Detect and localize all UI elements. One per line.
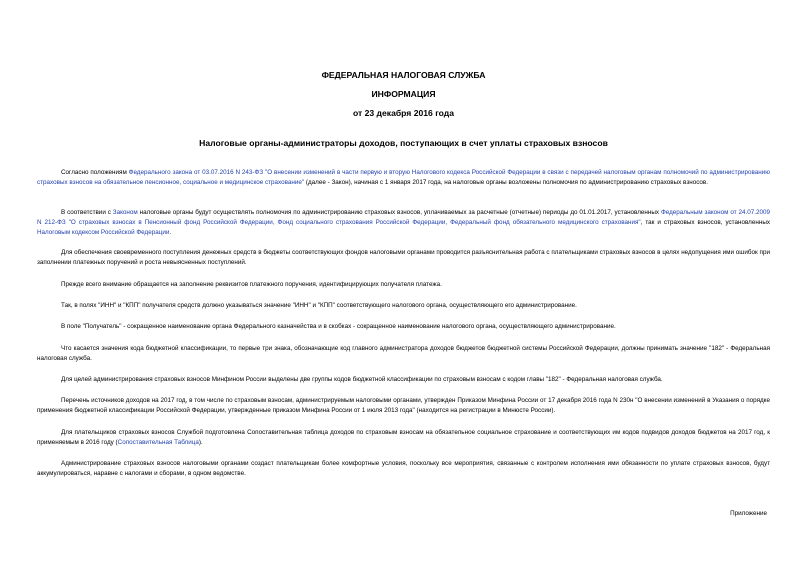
document-title: Налоговые органы-администраторы доходов, поступающих в счет уплаты страховых взносов (199, 138, 608, 148)
paragraph-7: Что касается значения кода бюджетной классификации, то первые три знака, обозначающие код главного администратора доходов бюджетов бюджетной системы Российской Федерации, должны принимать значение "182" - Федеральная налоговая служба. (37, 345, 770, 362)
link-federal-law-212[interactable]: Федеральным законом от 24.07.2009 N 212-ФЗ "О страховых взносах в Пенсионный фонд Российской Федерации, Фонд социального страхования Российской Федерации, Федеральный фонд обязательного медицинского страхования" (37, 209, 770, 226)
paragraph-11: Администрирование страховых взносов налоговыми органами создаст плательщикам более комфортные условия, поскольку все мероприятия, связанные с контролем исполнения ими обязанности по уплате страховых взносов, будут аккумулироваться, наравне с налогами и сборами, в одном ведомстве. (37, 460, 770, 477)
paragraph-4: Прежде всего внимание обращается на заполнение реквизитов платежного поручения, идентифицирующих получателя платежа. (61, 281, 442, 288)
p2-text-mid2: , так и страховых взносов, установленных (640, 219, 770, 226)
paragraph-2 (37, 208, 770, 238)
p10-text-after: ). (198, 439, 203, 446)
p1-text-before: Согласно положениям (61, 169, 129, 176)
paragraph-10 (37, 428, 770, 448)
paragraph-5: Так, в полях "ИНН" и "КПП" получателя средств должно указываться значение "ИНН" и "КПП" соответствующего налогового органа, осуществляющего его администрирование. (61, 302, 577, 309)
paragraph-8: Для целей администрирования страховых взносов Минфином России выделены две группы кодов бюджетной классификации по страховым взносам с кодом главы "182" - Федеральная налоговая служба. (61, 376, 663, 383)
p2-text-before: В соответствии с (61, 209, 113, 216)
paragraph-3: Для обеспечения своевременного поступления денежных средств в бюджеты соответствующих фондов налоговыми органами проводится разъяснительная работа с плательщиками страховых взносов в целях недопущения ими ошибок при заполнении платежных поручений и роста невыясненных поступлений. (37, 249, 770, 266)
paragraph-9: Перечень источников доходов на 2017 год, в том числе по страховым взносам, администрируемым налоговыми органами, утвержден Приказом Минфина России от 17 декабря 2016 года N 230н "О внесении изменений в Указания о порядке применения бюджетной классификации Российской Федерации, утвержденные приказом Минфина России от 1 июля 2013 года" (находится на регистрации в Минюсте России). (37, 397, 770, 414)
link-federal-law-243[interactable]: Федерального закона от 03.07.2016 N 243-ФЗ "О внесении изменений в части первую и вторую Налогового кодекса Российской Федерации в связи с передачей налоговым органам полномочий по администрированию страховых взносов на обязательное пенсионное, социальное и медицинское страхование" (37, 169, 770, 186)
p2-text-mid1: налоговые органы будут осуществлять полномочия по администрированию страховых взносов, уплачиваемых за расчетные (отчетные) периоды до 01.01.2017, установленных (137, 209, 661, 216)
p1-text-after: (далее - Закон), начиная с 1 января 2017 года, на налоговые органы возложены полномочия по администрированию страховых взносов. (304, 179, 709, 186)
link-law[interactable]: Законом (112, 209, 138, 216)
document-type: ИНФОРМАЦИЯ (371, 89, 436, 99)
p10-text-before: Для плательщиков страховых взносов Службой подготовлена Сопоставительная таблица доходов по страховым взносам на обязательное социальное страхование и соответствующих им кодов подвидов доходов бюджетов на 2017 год, к применяемым в 2016 году ( (37, 429, 770, 446)
paragraph-6: В поле "Получатель" - сокращенное наименование органа Федерального казначейства и в скобках - сокращенное наименование налогового органа, осуществляющего администрирование. (61, 323, 616, 330)
paragraph-1 (37, 168, 770, 188)
agency-name: ФЕДЕРАЛЬНАЯ НАЛОГОВАЯ СЛУЖБА (321, 70, 486, 80)
appendix-label: Приложение (730, 510, 767, 517)
link-tax-code[interactable]: Налоговым кодексом Российской Федерации (37, 229, 170, 236)
p2-text-after: . (169, 229, 172, 236)
document-date: от 23 декабря 2016 года (352, 108, 455, 118)
link-comparison-table[interactable]: Сопоставительная Таблица (117, 439, 199, 446)
